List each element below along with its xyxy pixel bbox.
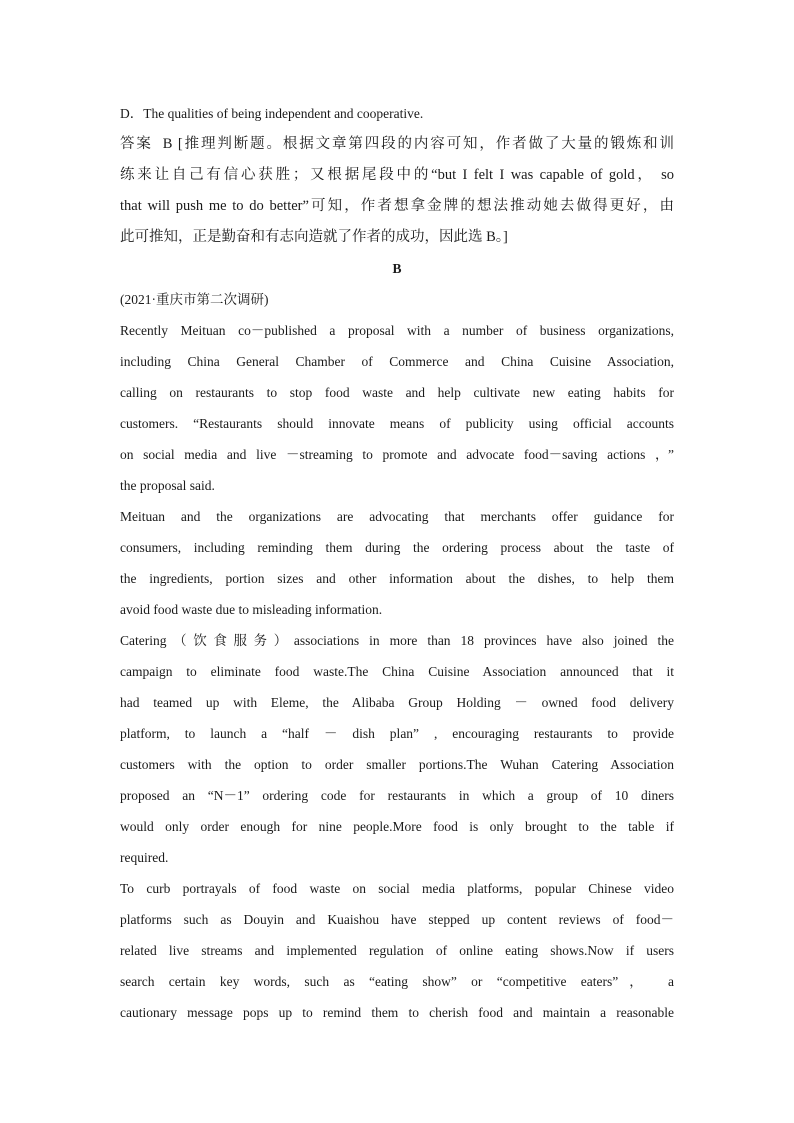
paragraph-line: including China General Chamber of Commerce and China Cuisine Association, <box>120 354 674 369</box>
answer-text: B [推理判断题。根据文章第四段的内容可知，作者做了大量的锻炼和训 <box>162 136 674 152</box>
paragraph-line: search certain key words, such as “eating show” or “competitive eaters”， a <box>120 974 674 989</box>
paragraph-line: Catering（饮食服务）associations in more than 18 provinces have also joined the <box>120 633 674 648</box>
answer-line-4: 此可推知，正是勤奋和有志向造就了作者的成功，因此选 B。] <box>120 229 508 245</box>
paragraph-line: had teamed up with Eleme, the Alibaba Group Holding － owned food delivery <box>120 695 674 710</box>
document-page <box>120 98 674 1028</box>
paragraph-line: proposed an “N－1” ordering code for restaurants in which a group of 10 diners <box>120 788 674 803</box>
paragraph-line: required. <box>120 850 169 865</box>
option-d: D．The qualities of being independent and cooperative. <box>120 106 424 121</box>
paragraph-line: would only order enough for nine people.More food is only brought to the table if <box>120 819 674 834</box>
paragraph-line: avoid food waste due to misleading information. <box>120 602 383 617</box>
paragraph-line: the ingredients, portion sizes and other information about the dishes, to help them <box>120 571 674 586</box>
paragraph-line: related live streams and implemented regulation of online eating shows.Now if users <box>120 943 674 958</box>
paragraph-line: on social media and live －streaming to promote and advocate food－saving actions ，” <box>120 447 674 462</box>
answer-label: 答案 <box>120 136 153 152</box>
paragraph-line: Meituan and the organizations are advocating that merchants offer guidance for <box>120 509 674 524</box>
paragraph-line: cautionary message pops up to remind them to cherish food and maintain a reasonable <box>120 1005 674 1020</box>
paragraph-line: consumers, including reminding them during the ordering process about the taste of <box>120 540 674 555</box>
paragraph-line: customers. “Restaurants should innovate means of publicity using official accounts <box>120 416 674 431</box>
paragraph-line: customers with the option to order smaller portions.The Wuhan Catering Association <box>120 757 674 772</box>
source-note: (2021·重庆市第二次调研) <box>120 292 269 307</box>
paragraph-line: To curb portrayals of food waste on social media platforms, popular Chinese video <box>120 881 674 896</box>
paragraph-line: platforms such as Douyin and Kuaishou have stepped up content reviews of food－ <box>120 912 674 927</box>
paragraph-line: campaign to eliminate food waste.The China Cuisine Association announced that it <box>120 664 674 679</box>
paragraph-line: the proposal said. <box>120 478 215 493</box>
paragraph-line: Recently Meituan co－published a proposal with a number of business organizations, <box>120 323 674 338</box>
answer-line-1 <box>120 129 674 160</box>
answer-line-2: 练来让自己有信心获胜；又根据尾段中的“but I felt I was capable of gold， so <box>120 167 674 183</box>
paragraph-line: calling on restaurants to stop food waste and help cultivate new eating habits for <box>120 385 674 400</box>
paragraph-line: platform, to launch a “half － dish plan” , encouraging restaurants to provide <box>120 726 674 741</box>
section-title: B <box>392 261 402 276</box>
answer-line-3: that will push me to do better”可知，作者想拿金牌的想法推动她去做得更好，由 <box>120 198 674 214</box>
